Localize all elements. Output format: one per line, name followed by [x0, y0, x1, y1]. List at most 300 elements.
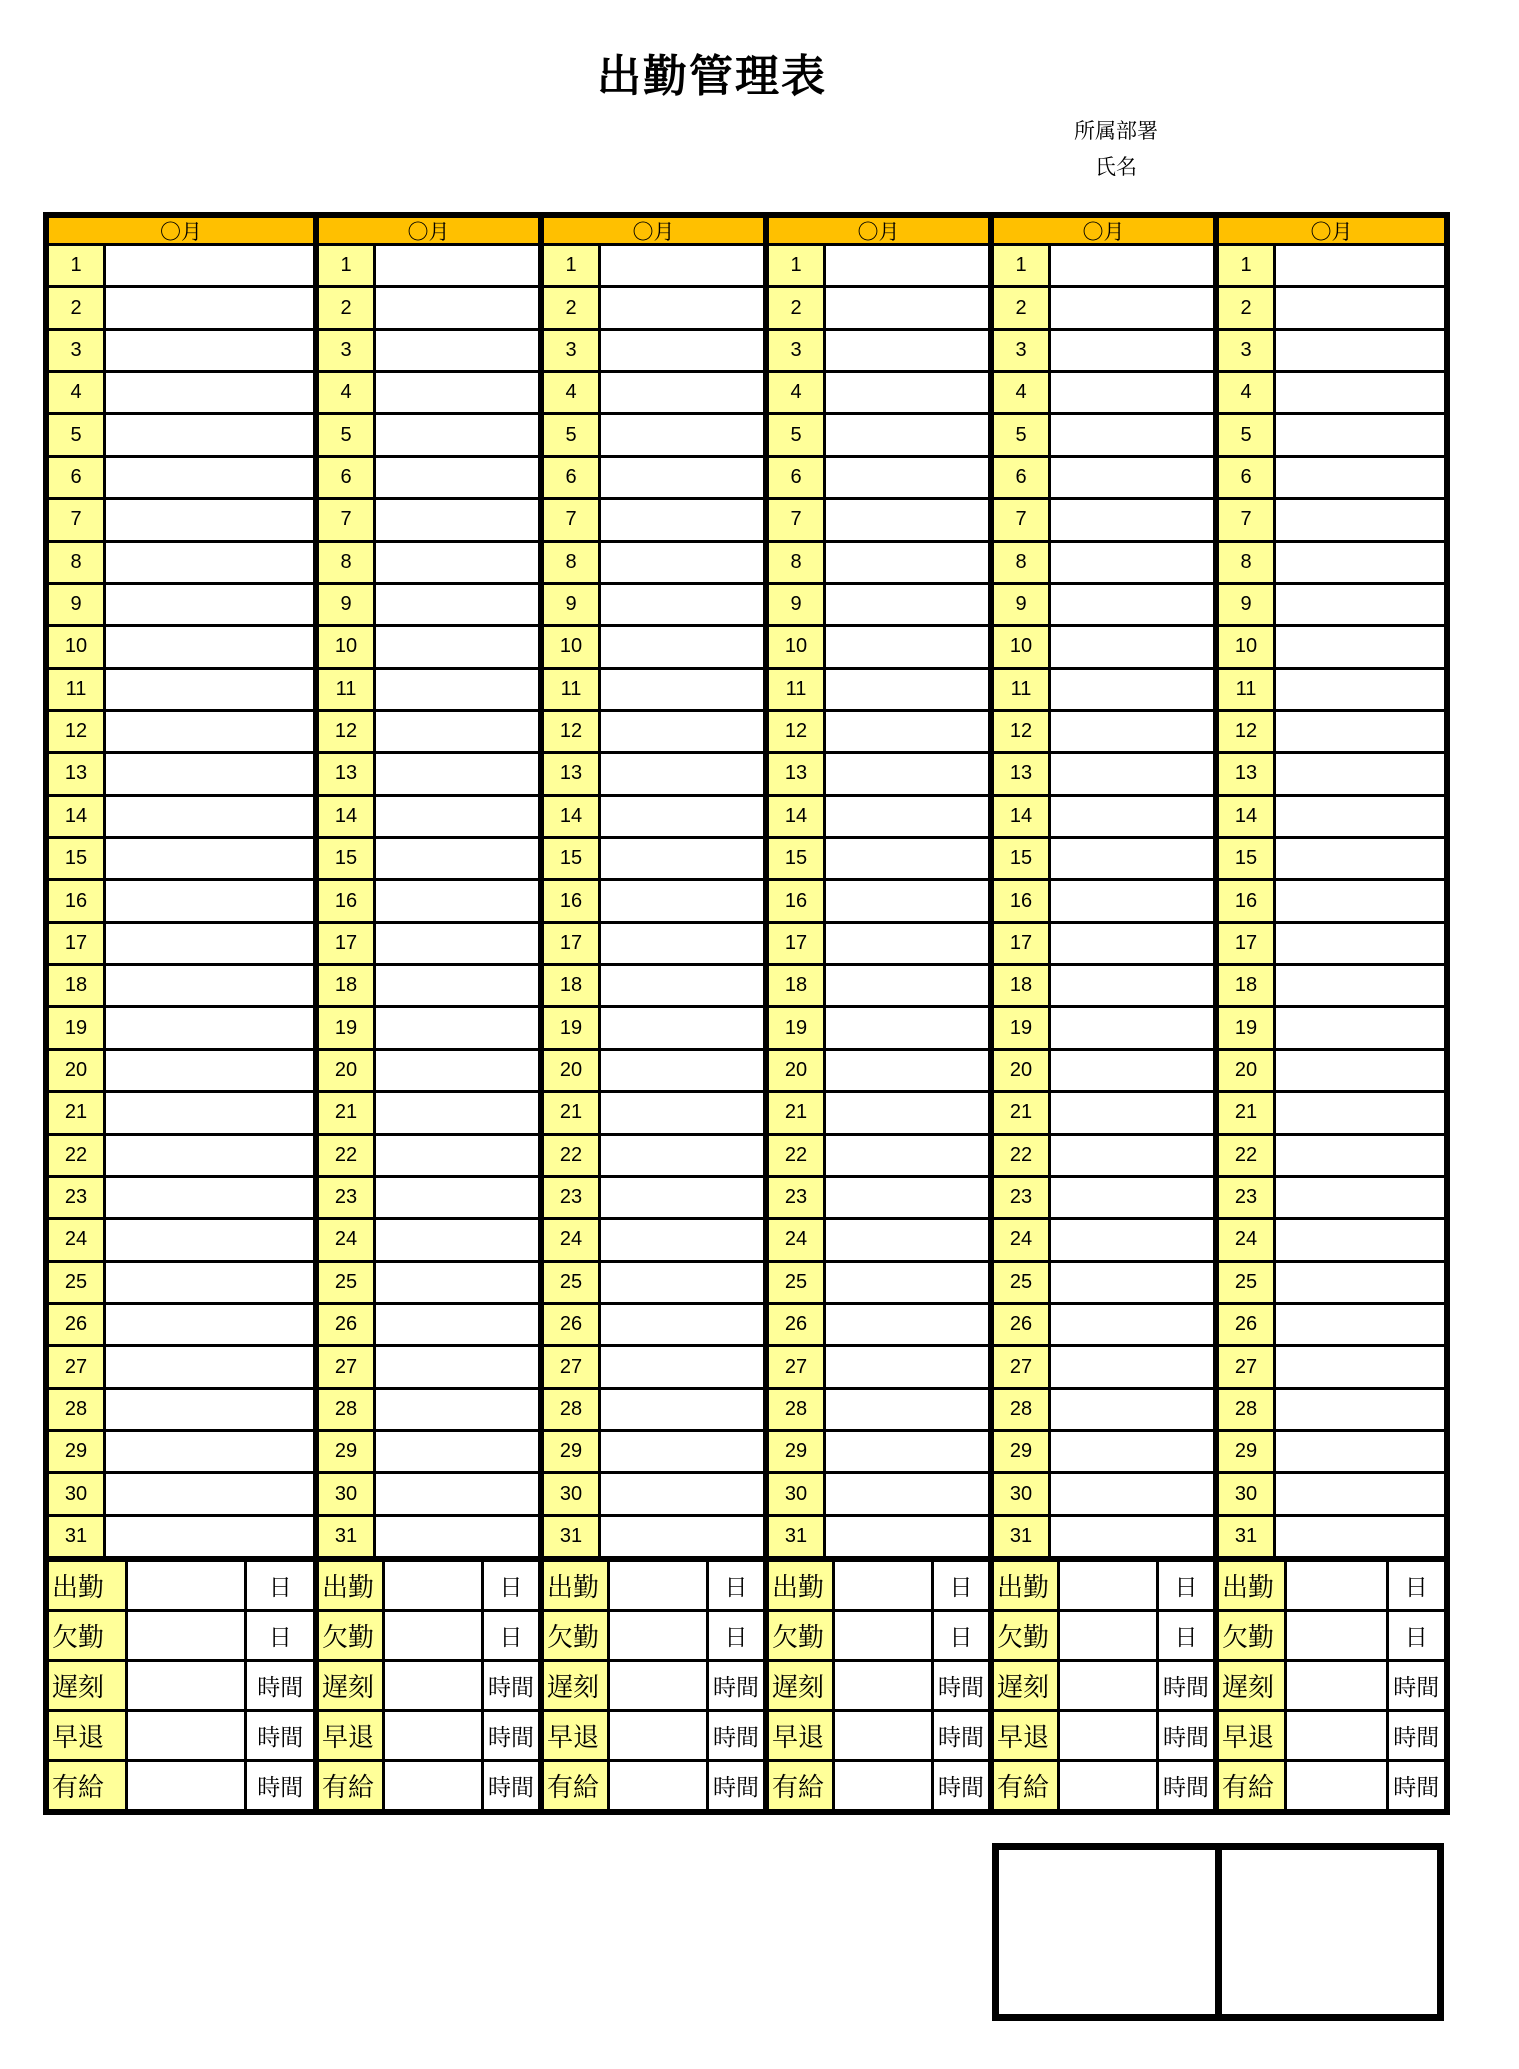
day-entry-cell[interactable]: [376, 881, 538, 920]
day-entry-cell[interactable]: [1051, 797, 1213, 836]
day-entry-cell[interactable]: [1051, 1093, 1213, 1132]
summary-row: [769, 1612, 988, 1662]
summary-value-cell[interactable]: [1287, 1762, 1386, 1809]
summary-unit-cell: 日: [931, 1612, 988, 1659]
summary-value-cell[interactable]: [385, 1612, 481, 1659]
day-entry-cell[interactable]: [1051, 246, 1213, 285]
day-row: [544, 500, 763, 542]
day-entry-cell[interactable]: [601, 1263, 763, 1302]
day-number-cell: 3: [49, 331, 106, 370]
day-row: [544, 966, 763, 1008]
summary-value-cell[interactable]: [835, 1762, 931, 1809]
summary-value-cell[interactable]: [835, 1662, 931, 1709]
day-entry-cell[interactable]: [601, 839, 763, 878]
day-entry-cell[interactable]: [1276, 881, 1444, 920]
day-entry-cell[interactable]: [601, 1390, 763, 1429]
day-entry-cell[interactable]: [106, 839, 313, 878]
day-entry-cell[interactable]: [1051, 415, 1213, 454]
summary-value-cell[interactable]: [385, 1712, 481, 1759]
day-entry-cell[interactable]: [601, 797, 763, 836]
day-entry-cell[interactable]: [1276, 1178, 1444, 1217]
summary-value-cell[interactable]: [835, 1562, 931, 1609]
day-entry-cell[interactable]: [1276, 839, 1444, 878]
summary-value-cell[interactable]: [128, 1662, 244, 1709]
day-entry-cell[interactable]: [1276, 627, 1444, 666]
summary-value-cell[interactable]: [1287, 1712, 1386, 1759]
day-entry-cell[interactable]: [376, 1051, 538, 1090]
day-entry-cell[interactable]: [376, 500, 538, 539]
day-entry-cell[interactable]: [1276, 1432, 1444, 1471]
summary-label-cell: 有給: [544, 1762, 610, 1809]
summary-value-cell[interactable]: [385, 1562, 481, 1609]
day-entry-cell[interactable]: [106, 1008, 313, 1047]
summary-label-cell: 早退: [544, 1712, 610, 1759]
day-number-cell: 29: [1219, 1432, 1276, 1471]
day-row: [769, 712, 988, 754]
day-entry-cell[interactable]: [601, 1305, 763, 1344]
day-number-cell: 21: [994, 1093, 1051, 1132]
day-entry-cell[interactable]: [826, 331, 988, 370]
day-number-cell: 10: [544, 627, 601, 666]
day-row: [1219, 881, 1444, 923]
day-entry-cell[interactable]: [826, 627, 988, 666]
day-entry-cell[interactable]: [826, 924, 988, 963]
day-entry-cell[interactable]: [376, 415, 538, 454]
day-row: [319, 670, 538, 712]
day-entry-cell[interactable]: [1051, 712, 1213, 751]
day-entry-cell[interactable]: [826, 1432, 988, 1471]
day-entry-cell[interactable]: [601, 627, 763, 666]
day-entry-cell[interactable]: [1276, 1008, 1444, 1047]
day-entry-cell[interactable]: [601, 881, 763, 920]
day-row: [49, 1220, 313, 1262]
day-entry-cell[interactable]: [601, 373, 763, 412]
day-number-cell: 8: [544, 543, 601, 582]
day-entry-cell[interactable]: [1051, 331, 1213, 370]
summary-value-cell[interactable]: [128, 1762, 244, 1809]
day-entry-cell[interactable]: [601, 288, 763, 327]
day-entry-cell[interactable]: [106, 627, 313, 666]
summary-value-cell[interactable]: [1060, 1662, 1156, 1709]
day-row: [994, 373, 1213, 415]
day-entry-cell[interactable]: [1276, 246, 1444, 285]
summary-row: [319, 1612, 538, 1662]
day-entry-cell[interactable]: [1051, 1517, 1213, 1556]
day-entry-cell[interactable]: [1051, 1008, 1213, 1047]
day-entry-cell[interactable]: [826, 797, 988, 836]
day-entry-cell[interactable]: [826, 1305, 988, 1344]
day-entry-cell[interactable]: [826, 670, 988, 709]
summary-unit-cell: 時間: [1386, 1712, 1445, 1759]
day-entry-cell[interactable]: [376, 1093, 538, 1132]
day-entry-cell[interactable]: [1276, 1220, 1444, 1259]
day-number-cell: 21: [319, 1093, 376, 1132]
day-entry-cell[interactable]: [1276, 712, 1444, 751]
department-label: 所属部署: [1074, 120, 1158, 143]
day-entry-cell[interactable]: [106, 754, 313, 793]
day-entry-cell[interactable]: [106, 415, 313, 454]
day-row: [544, 670, 763, 712]
summary-label-cell: 有給: [319, 1762, 385, 1809]
day-number-cell: 5: [319, 415, 376, 454]
day-number-cell: 14: [49, 797, 106, 836]
day-number-cell: 18: [49, 966, 106, 1005]
day-entry-cell[interactable]: [826, 1093, 988, 1132]
day-entry-cell[interactable]: [601, 1474, 763, 1513]
day-entry-cell[interactable]: [106, 881, 313, 920]
day-entry-cell[interactable]: [1051, 1474, 1213, 1513]
day-entry-cell[interactable]: [1276, 1051, 1444, 1090]
day-entry-cell[interactable]: [1051, 1220, 1213, 1259]
day-entry-cell[interactable]: [1051, 924, 1213, 963]
day-entry-cell[interactable]: [1051, 1051, 1213, 1090]
day-row: [319, 966, 538, 1008]
day-number-cell: 6: [49, 458, 106, 497]
day-entry-cell[interactable]: [106, 1305, 313, 1344]
day-entry-cell[interactable]: [1051, 670, 1213, 709]
day-entry-cell[interactable]: [1276, 500, 1444, 539]
day-entry-cell[interactable]: [106, 500, 313, 539]
day-row: [994, 585, 1213, 627]
day-entry-cell[interactable]: [376, 1008, 538, 1047]
day-entry-cell[interactable]: [601, 1051, 763, 1090]
day-entry-cell[interactable]: [376, 373, 538, 412]
day-entry-cell[interactable]: [1051, 881, 1213, 920]
day-entry-cell[interactable]: [106, 797, 313, 836]
summary-value-cell[interactable]: [1287, 1562, 1386, 1609]
day-entry-cell[interactable]: [601, 754, 763, 793]
day-entry-cell[interactable]: [826, 1390, 988, 1429]
day-entry-cell[interactable]: [376, 1178, 538, 1217]
day-entry-cell[interactable]: [826, 288, 988, 327]
month-header-cell: 〇月: [49, 218, 313, 246]
day-entry-cell[interactable]: [376, 1474, 538, 1513]
day-row: [319, 373, 538, 415]
day-number-cell: 29: [994, 1432, 1051, 1471]
day-entry-cell[interactable]: [1051, 627, 1213, 666]
summary-unit-cell: 日: [1386, 1562, 1445, 1609]
summary-value-cell[interactable]: [1287, 1662, 1386, 1709]
day-entry-cell[interactable]: [1051, 839, 1213, 878]
day-entry-cell[interactable]: [826, 966, 988, 1005]
day-row: [769, 924, 988, 966]
day-entry-cell[interactable]: [1276, 754, 1444, 793]
day-row: [994, 924, 1213, 966]
day-entry-cell[interactable]: [601, 712, 763, 751]
day-entry-cell[interactable]: [106, 1390, 313, 1429]
day-row: [319, 1517, 538, 1556]
day-entry-cell[interactable]: [601, 543, 763, 582]
day-entry-cell[interactable]: [826, 1517, 988, 1556]
day-entry-cell[interactable]: [106, 543, 313, 582]
day-entry-cell[interactable]: [1051, 1136, 1213, 1175]
day-row: [319, 288, 538, 330]
day-entry-cell[interactable]: [601, 924, 763, 963]
day-row: [994, 712, 1213, 754]
day-number-cell: 25: [319, 1263, 376, 1302]
day-number-cell: 31: [1219, 1517, 1276, 1556]
day-entry-cell[interactable]: [601, 500, 763, 539]
day-entry-cell[interactable]: [1276, 1347, 1444, 1386]
day-entry-cell[interactable]: [601, 1093, 763, 1132]
day-entry-cell[interactable]: [1276, 458, 1444, 497]
day-entry-cell[interactable]: [826, 1220, 988, 1259]
day-row: [1219, 924, 1444, 966]
day-entry-cell[interactable]: [106, 288, 313, 327]
day-entry-cell[interactable]: [376, 1432, 538, 1471]
day-number-cell: 5: [49, 415, 106, 454]
day-entry-cell[interactable]: [1276, 1474, 1444, 1513]
summary-unit-cell: 日: [244, 1562, 313, 1609]
summary-label-cell: 欠勤: [49, 1612, 128, 1659]
day-number-cell: 11: [994, 670, 1051, 709]
day-entry-cell[interactable]: [1276, 415, 1444, 454]
day-entry-cell[interactable]: [376, 1390, 538, 1429]
summary-value-cell[interactable]: [128, 1562, 244, 1609]
day-entry-cell[interactable]: [1276, 670, 1444, 709]
day-entry-cell[interactable]: [1051, 288, 1213, 327]
day-entry-cell[interactable]: [826, 1051, 988, 1090]
summary-value-cell[interactable]: [835, 1612, 931, 1659]
day-entry-cell[interactable]: [1051, 1263, 1213, 1302]
day-row: [769, 1305, 988, 1347]
day-entry-cell[interactable]: [601, 670, 763, 709]
day-entry-cell[interactable]: [106, 1136, 313, 1175]
stamp-box-2[interactable]: [1222, 1850, 1438, 2014]
day-entry-cell[interactable]: [376, 1517, 538, 1556]
day-entry-cell[interactable]: [376, 924, 538, 963]
day-entry-cell[interactable]: [376, 288, 538, 327]
day-entry-cell[interactable]: [106, 331, 313, 370]
day-entry-cell[interactable]: [376, 1263, 538, 1302]
day-entry-cell[interactable]: [106, 1474, 313, 1513]
day-entry-cell[interactable]: [1051, 543, 1213, 582]
stamp-box-1[interactable]: [999, 1850, 1222, 2014]
day-number-cell: 25: [769, 1263, 826, 1302]
day-number-cell: 3: [544, 331, 601, 370]
day-row: [769, 288, 988, 330]
day-entry-cell[interactable]: [826, 1136, 988, 1175]
day-entry-cell[interactable]: [106, 1347, 313, 1386]
day-entry-cell[interactable]: [1051, 1347, 1213, 1386]
day-entry-cell[interactable]: [1276, 1305, 1444, 1344]
day-entry-cell[interactable]: [376, 585, 538, 624]
day-entry-cell[interactable]: [826, 1474, 988, 1513]
day-entry-cell[interactable]: [826, 754, 988, 793]
day-number-cell: 22: [319, 1136, 376, 1175]
day-number-cell: 9: [994, 585, 1051, 624]
summary-value-cell[interactable]: [610, 1562, 706, 1609]
day-entry-cell[interactable]: [1276, 543, 1444, 582]
day-entry-cell[interactable]: [376, 1136, 538, 1175]
day-entry-cell[interactable]: [826, 839, 988, 878]
day-row: [319, 500, 538, 542]
day-entry-cell[interactable]: [106, 458, 313, 497]
day-entry-cell[interactable]: [826, 1347, 988, 1386]
summary-label-cell: 有給: [769, 1762, 835, 1809]
month-header-cell: 〇月: [544, 218, 763, 246]
day-entry-cell[interactable]: [826, 543, 988, 582]
summary-value-cell[interactable]: [610, 1662, 706, 1709]
summary-value-cell[interactable]: [1287, 1612, 1386, 1659]
day-number-cell: 5: [1219, 415, 1276, 454]
day-entry-cell[interactable]: [376, 670, 538, 709]
day-entry-cell[interactable]: [106, 1432, 313, 1471]
day-number-cell: 17: [319, 924, 376, 963]
day-entry-cell[interactable]: [601, 415, 763, 454]
day-entry-cell[interactable]: [106, 1178, 313, 1217]
day-entry-cell[interactable]: [1276, 797, 1444, 836]
summary-row: [49, 1612, 313, 1662]
day-number-cell: 8: [994, 543, 1051, 582]
day-entry-cell[interactable]: [106, 1263, 313, 1302]
summary-value-cell[interactable]: [128, 1612, 244, 1659]
day-entry-cell[interactable]: [376, 331, 538, 370]
summary-value-cell[interactable]: [385, 1662, 481, 1709]
day-entry-cell[interactable]: [1276, 585, 1444, 624]
day-entry-cell[interactable]: [601, 246, 763, 285]
day-entry-cell[interactable]: [106, 924, 313, 963]
day-entry-cell[interactable]: [1276, 288, 1444, 327]
day-number-cell: 5: [994, 415, 1051, 454]
day-entry-cell[interactable]: [1051, 373, 1213, 412]
day-entry-cell[interactable]: [106, 246, 313, 285]
day-entry-cell[interactable]: [1276, 1517, 1444, 1556]
day-row: [769, 670, 988, 712]
day-entry-cell[interactable]: [826, 415, 988, 454]
day-row: [769, 627, 988, 669]
day-entry-cell[interactable]: [1051, 500, 1213, 539]
day-entry-cell[interactable]: [376, 1305, 538, 1344]
day-entry-cell[interactable]: [826, 585, 988, 624]
summary-value-cell[interactable]: [1060, 1562, 1156, 1609]
day-entry-cell[interactable]: [106, 373, 313, 412]
day-number-cell: 9: [1219, 585, 1276, 624]
day-entry-cell[interactable]: [106, 1517, 313, 1556]
summary-unit-cell: 時間: [706, 1662, 763, 1709]
day-entry-cell[interactable]: [601, 458, 763, 497]
day-entry-cell[interactable]: [376, 458, 538, 497]
day-row: [1219, 500, 1444, 542]
day-entry-cell[interactable]: [1276, 1263, 1444, 1302]
day-entry-cell[interactable]: [826, 712, 988, 751]
day-entry-cell[interactable]: [1276, 331, 1444, 370]
day-entry-cell[interactable]: [826, 881, 988, 920]
day-entry-cell[interactable]: [826, 373, 988, 412]
day-entry-cell[interactable]: [1051, 754, 1213, 793]
day-entry-cell[interactable]: [1051, 1432, 1213, 1471]
day-entry-cell[interactable]: [376, 1347, 538, 1386]
day-number-cell: 15: [49, 839, 106, 878]
day-entry-cell[interactable]: [601, 1136, 763, 1175]
summary-row: [1219, 1712, 1444, 1762]
day-row: [319, 1008, 538, 1050]
day-row: [994, 1432, 1213, 1474]
summary-value-cell[interactable]: [610, 1712, 706, 1759]
day-entry-cell[interactable]: [1051, 1305, 1213, 1344]
day-entry-cell[interactable]: [106, 712, 313, 751]
day-row: [544, 754, 763, 796]
summary-value-cell[interactable]: [610, 1612, 706, 1659]
day-row: [769, 1220, 988, 1262]
day-row: [1219, 1517, 1444, 1556]
day-entry-cell[interactable]: [376, 712, 538, 751]
day-entry-cell[interactable]: [1276, 924, 1444, 963]
day-entry-cell[interactable]: [1276, 1390, 1444, 1429]
day-row: [544, 712, 763, 754]
day-entry-cell[interactable]: [601, 1432, 763, 1471]
summary-value-cell[interactable]: [835, 1712, 931, 1759]
day-row: [544, 1093, 763, 1135]
summary-row: [1219, 1562, 1444, 1612]
day-entry-cell[interactable]: [826, 1178, 988, 1217]
day-entry-cell[interactable]: [106, 1051, 313, 1090]
day-entry-cell[interactable]: [376, 1220, 538, 1259]
day-entry-cell[interactable]: [601, 1178, 763, 1217]
summary-value-cell[interactable]: [1060, 1712, 1156, 1759]
day-entry-cell[interactable]: [106, 1093, 313, 1132]
day-entry-cell[interactable]: [376, 797, 538, 836]
day-entry-cell[interactable]: [1051, 585, 1213, 624]
summary-value-cell[interactable]: [1060, 1612, 1156, 1659]
day-entry-cell[interactable]: [601, 966, 763, 1005]
day-entry-cell[interactable]: [1276, 373, 1444, 412]
day-entry-cell[interactable]: [1276, 966, 1444, 1005]
day-entry-cell[interactable]: [826, 500, 988, 539]
day-number-cell: 17: [994, 924, 1051, 963]
summary-value-cell[interactable]: [1060, 1762, 1156, 1809]
day-entry-cell[interactable]: [601, 331, 763, 370]
day-entry-cell[interactable]: [376, 839, 538, 878]
summary-row: [49, 1662, 313, 1712]
day-entry-cell[interactable]: [826, 1008, 988, 1047]
day-entry-cell[interactable]: [826, 1263, 988, 1302]
day-entry-cell[interactable]: [376, 627, 538, 666]
day-entry-cell[interactable]: [106, 966, 313, 1005]
summary-value-cell[interactable]: [385, 1762, 481, 1809]
day-entry-cell[interactable]: [1051, 1178, 1213, 1217]
day-number-cell: 14: [319, 797, 376, 836]
day-entry-cell[interactable]: [601, 1008, 763, 1047]
day-entry-cell[interactable]: [1051, 458, 1213, 497]
summary-unit-cell: 時間: [1156, 1712, 1213, 1759]
day-number-cell: 21: [49, 1093, 106, 1132]
day-entry-cell[interactable]: [1276, 1136, 1444, 1175]
day-entry-cell[interactable]: [1276, 1093, 1444, 1132]
day-entry-cell[interactable]: [601, 1347, 763, 1386]
day-entry-cell[interactable]: [601, 585, 763, 624]
day-entry-cell[interactable]: [376, 966, 538, 1005]
summary-value-cell[interactable]: [610, 1762, 706, 1809]
day-entry-cell[interactable]: [826, 458, 988, 497]
day-entry-cell[interactable]: [1051, 1390, 1213, 1429]
day-entry-cell[interactable]: [376, 754, 538, 793]
day-entry-cell[interactable]: [601, 1220, 763, 1259]
day-number-cell: 21: [544, 1093, 601, 1132]
summary-value-cell[interactable]: [128, 1712, 244, 1759]
day-entry-cell[interactable]: [106, 585, 313, 624]
day-entry-cell[interactable]: [1051, 966, 1213, 1005]
day-entry-cell[interactable]: [376, 543, 538, 582]
day-row: [994, 415, 1213, 457]
day-entry-cell[interactable]: [376, 246, 538, 285]
day-entry-cell[interactable]: [826, 246, 988, 285]
day-entry-cell[interactable]: [106, 1220, 313, 1259]
day-entry-cell[interactable]: [106, 670, 313, 709]
summary-unit-cell: 日: [1386, 1612, 1445, 1659]
day-entry-cell[interactable]: [601, 1517, 763, 1556]
summary-unit-cell: 時間: [1156, 1662, 1213, 1709]
